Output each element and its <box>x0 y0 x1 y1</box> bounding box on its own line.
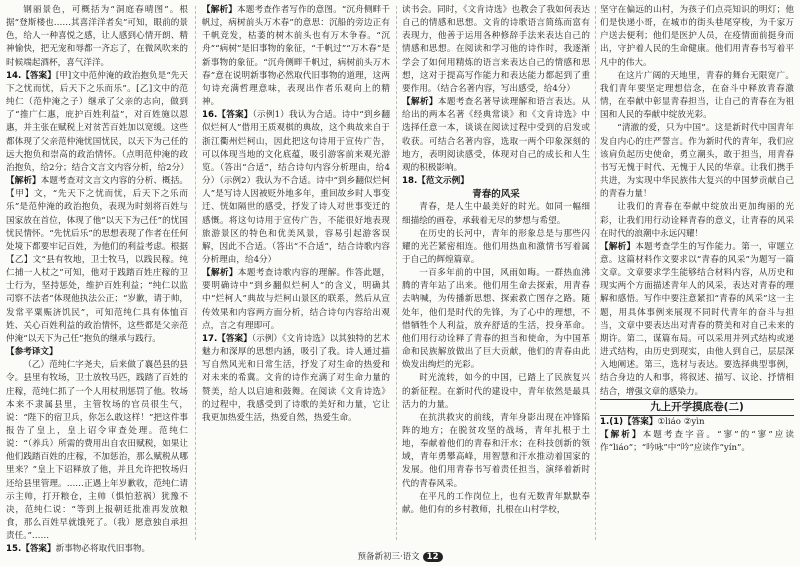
answer-text: （示例1）我认为合适。诗中“到乡翻似烂柯人”借用王质观棋的典故，这个典故来自于浙江衢州烂柯山，因此把这句诗用于宣传广告，可以体现当地的文化底蕴，吸引游客前来观光游览。（答出“合适”，结合诗句内容分析理由，给4分）（示例2）我认为不合适。诗中“到乡翻似烂柯人”是写诗人因被贬外地多年，重回故乡时人事变迁、恍如隔世的感受，抒发了诗人对世事变迁的感慨。将这句诗用于宣传广告，不能很好地表现旅游景区的特色和优美风景，容易引起游客误解，因此不合适。（答出“不合适”，结合诗歌内容分析理由，给4分） <box>202 110 391 265</box>
essay-sample-tag: 18.【范文示例】 <box>402 176 469 187</box>
question-14 <box>6 70 188 175</box>
column-divider <box>195 6 196 540</box>
analysis-text: 本题考查名著导读理解和语言表达。从给出的两本名著《经典常谈》和《文肯诗选》中选择任意一本，谈谈在阅读过程中受到的启发或收获。可结合名著内容，选取一两个印象深刻的地方，表明阅读感受，体现对自己的成长和人生观的积极影响。 <box>402 97 590 173</box>
analysis-block <box>600 429 794 455</box>
analysis-text: 本题考查对文言文内容的分析、概括。【甲】文，“先天下之忧而忧，后天下之乐而乐”是范仲淹的政治抱负，表现为时刻将百姓与国家放在首位，体现了他“以天下为己任”的忧国忧民情怀。“先忧后乐”的思想表现了作者在任何处境下都要牢记百姓，为他们的利益考虑。根据【乙】文“县有牧地，卫士牧马，以践民稼。纯仁捕一人杖之”可知，他对于践踏百姓庄稼的卫士行为，坚持惩处，维护百姓利益；“纯仁以监司察不法者”体现他执法公正；“岁歉，请于帅，发常平粟赈济饥民”，可知范纯仁具有体恤百姓、关心百姓利益的政治情怀，这些都是父亲范仲淹“以天下为己任”抱负的继承与践行。 <box>6 176 188 344</box>
text-column-2 <box>202 4 390 425</box>
analysis-tag: 【解析】 <box>202 5 237 15</box>
paragraph: 钢丽景色，可概括为“洞庭春晴图”。根据“登斯楼也……其喜洋洋者矣”可知，眼前的景色，给人一种喜悦之感，让人感到心情开朗、精神愉快，把无宠和辱都一齐忘了，在微风吹来的时候端起酒杯，喜气洋洋。 <box>6 5 188 68</box>
essay-paragraph: 在这片广阔的天地里，青春的舞台无限宽广。我们青年要坚定理想信念，在奋斗中释放青春激情，在奉献中彰显青春担当，让自己的青春在为祖国和人民的奉献中绽放光彩。 <box>600 70 794 121</box>
essay-paragraph: 一百多年前的中国，风雨如晦。一群热血沸腾的青年站了出来。他们用生命去探索，用青春去呐喊，为传播新思想、探索救亡图存之路。随处年，他们是时代的先锋，为了心中的理想，不惜牺牲个人利益，放弃舒适的生活，投身革命。他们用行动诠释了青春的担当和使命，为中国革命和民族解放做出了巨大贡献，他们的青春由此焕发出绚烂的光彩。 <box>402 268 590 371</box>
essay-paragraph: 让我们的青春在奉献中绽放出更加绚丽的光彩，让我们用行动诠释青春的意义，让青春的风采在时代的浪潮中永远闪耀！ <box>600 202 794 239</box>
reference-translation-tag: 【参考译文】 <box>6 347 58 358</box>
text-column-1 <box>6 4 188 557</box>
answer-tag: 16.【答案】 <box>202 110 253 121</box>
question-16 <box>202 109 390 267</box>
analysis-tag: 【解析】 <box>6 176 41 187</box>
answer-tag: 17.【答案】 <box>202 333 252 344</box>
analysis-text: 本题考查字音。“寥”的“寥”应读作“liáo”；“吟咏”中“吟”应读作“yín”。 <box>600 430 794 454</box>
answer-tag: 15.【答案】 <box>6 544 56 555</box>
essay-paragraph: “清澈的爱，只为中国”。这是新时代中国青年发自内心的庄严誓言。作为新时代的青年，我们应该肩负起历史使命，勇立潮头，敢于担当，用青春书写无愧于时代、无愧于人民的华章。让我们携手共进，为实现中华民族伟大复兴的中国梦贡献自己的青春力量！ <box>600 123 794 200</box>
footer-label: 预备新初三·语文 <box>357 552 420 562</box>
analysis-text: 本题考查作者写作的意图。“沉舟侧畔千帆过，病树前头万木春”的意思：沉船的旁边正有千帆竞发，枯萎的树木前头也有万木争春。“沉舟”“病树”是旧事物的象征，“千帆过”“万木春”是新事物的象征。“沉舟侧畔千帆过，病树前头万木春”意在说明新事物必然取代旧事物的道理，这两句诗充满哲理意味，表现出作者乐观向上的精神。 <box>202 5 390 108</box>
analysis-block <box>6 175 188 346</box>
analysis-tag: 【解析】 <box>202 268 238 279</box>
essay-paragraph: 在抗洪救灾的前线，青年身影出现在冲锋陷阵的地方；在脱贫攻坚的战场，青年扎根于土地，奉献着他们的青春和汗水；在科技创新的领域，青年勇攀高峰，用智慧和汗水推动着国家的发展。他们用青春书写着责任担当，演绎着新时代的青春风采。 <box>402 412 590 489</box>
column-divider <box>595 6 596 540</box>
analysis-block <box>402 96 590 175</box>
analysis-tag: 【解析】 <box>600 241 636 252</box>
analysis-block <box>202 267 390 333</box>
column-divider <box>396 6 397 540</box>
section-title: 九上开学摸底卷(二) <box>600 399 794 416</box>
analysis-block <box>600 241 794 399</box>
essay-paragraph: 坚守在偏远的山村，为孩子们点亮知识的明灯；他们是快递小哥，在城市的街头巷尾穿梭，为千家万户送去便利；他们是医护人员，在疫情面前挺身而出，守护着人民的生命健康。他们用青春书写着平凡中的伟大。 <box>600 5 794 68</box>
answer-tag: 1.(1)【答案】 <box>600 416 658 427</box>
analysis-text: 本题考查诗歌内容的理解。作答此题，要明确诗中“到乡翻似烂柯人”的含义，明确其中“烂柯人”典故与烂柯山景区的联系，然后从宣传效果和内容两方面分析，结合诗句内容给出观点，言之有理即可。 <box>202 268 390 331</box>
text-column-3 <box>402 4 590 517</box>
page-footer <box>0 550 800 562</box>
essay-paragraph: 在平凡的工作岗位上，也有无数青年默默奉献。他们有的乡村教师，扎根在山村学校， <box>402 491 590 515</box>
essay-paragraph: 时光流转，如今的中国，已踏上了民族复兴的新征程。在新时代的建设中，青年依然是最具活力的力量。 <box>402 373 590 410</box>
analysis-tag: 【解析】 <box>600 430 643 440</box>
essay-paragraph: 在历史的长河中，青年的形象总是与那些闪耀的光芒紧密相连。他们用热血和激情书写着属于自己的辉煌篇章。 <box>402 228 590 265</box>
analysis-block <box>202 4 390 109</box>
paragraph: 读书会。同时，《文肯诗选》也教会了我如何表达自己的情感和思想。文肯的诗歌语言简练而富有表现力，他善于运用各种修辞手法来表达自己的情感和思想。在阅读和学习他的诗作时，我逐渐学会了如何用精炼的语言来表达自己的情感和思想，这对于提高写作能力和表达能力都起到了重要作用。（结合名著内容，写出感受，给4分） <box>402 5 590 94</box>
reference-translation: （乙）范纯仁字尧夫，后来做了襄邑县的县令。县里有牧场，卫士放牧马匹，践踏了百姓的庄稼，范纯仁抓了一个人用杖刑惩罚了他。牧场本来不隶属县里，主管牧场的官员很生气，说：“陛下的宿卫兵，你怎么敢这样！”把这件事报告了皇上，皇上诏令审查处理。范纯仁说：“（养兵）所需的费用出自农田赋税，如果让他们践踏百姓的庄稼，不加惩治，那么赋税从哪里来？”皇上下诏释放了他，并且允许把牧场归还给县里管理。……正遇上年岁歉收，范纯仁请示主帅，打开粮仓，主帅（惧怕惹祸）犹豫不决，范纯仁说：“等到上报朝廷批准再发放粮食，那么百姓早就饿死了。（我）愿意独自承担责任。”…… <box>6 360 188 542</box>
answer-text: （示例）《文肯诗选》以其独特的艺术魅力和深厚的思想内涵，吸引了我。诗人通过描写自然风光和日常生活，抒发了对生命的热爱和对未来的希冀。文肯的诗作充满了对生命力量的赞美，给人以启迪和鼓舞。在阅读《文肯诗选》的过程中，我感受到了诗歌的美好和力量，它让我更加热爱生活，热爱自然，热爱生命。 <box>202 333 390 423</box>
question-1 <box>600 416 794 429</box>
answer-tag: 14.【答案】 <box>6 70 56 81</box>
answer-text: ①liáo ②yìn <box>657 416 705 427</box>
page-number: 12 <box>423 552 443 562</box>
essay-title: 青春的风采 <box>472 189 520 201</box>
question-17 <box>202 333 390 425</box>
text-column-4 <box>600 4 794 455</box>
answer-text: [甲]文中范仲淹的政治抱负是“先天下之忧而忧，后天下之乐而乐”。[乙]文中的范纯仁（范仲淹之子）继承了父亲的志向，做到了“推广仁惠，庇护百姓利益”，对百姓施以恩惠，并主张在赋税上对贫苦百姓加以宽缓。这些都体现了父亲范仲淹忧国忧民，以天下为己任的远大抱负和崇高的政治情怀。（点明范仲淹的政治抱负，给2分；结合文言文内容分析，给2分） <box>6 70 189 173</box>
analysis-text: 本题考查学生的写作能力。第一，审题立意。这篇材料作文要求以“青春的风采”为题写一篇文章。文章要求学生能够结合材料内容，从历史和现实两个方面描述青年人的风采，表达对青春的理解和感悟。写作中要注意紧扣“青春的风采”这一主题，用具体事例来展现不同时代青年的奋斗与担当，文章中要表达出对青春的赞美和对自己未来的期许。第二，谋篇布局。可以采用并列式结构或递进式结构，由历史到现实，由他人到自己，层层深入地阐述。第三，选材与表达。要选择典型事例，结合身边的人和事，将叙述、描写、议论、抒情相结合，增强文章的感染力。 <box>600 241 794 397</box>
answer-text: 新事物必将取代旧事物。 <box>55 544 151 555</box>
analysis-tag: 【解析】 <box>402 97 438 108</box>
essay-paragraph: 青春，是人生中最美好的时光。如同一幅细细描绘的画卷，承载着无尽的梦想与希望。 <box>402 202 590 226</box>
